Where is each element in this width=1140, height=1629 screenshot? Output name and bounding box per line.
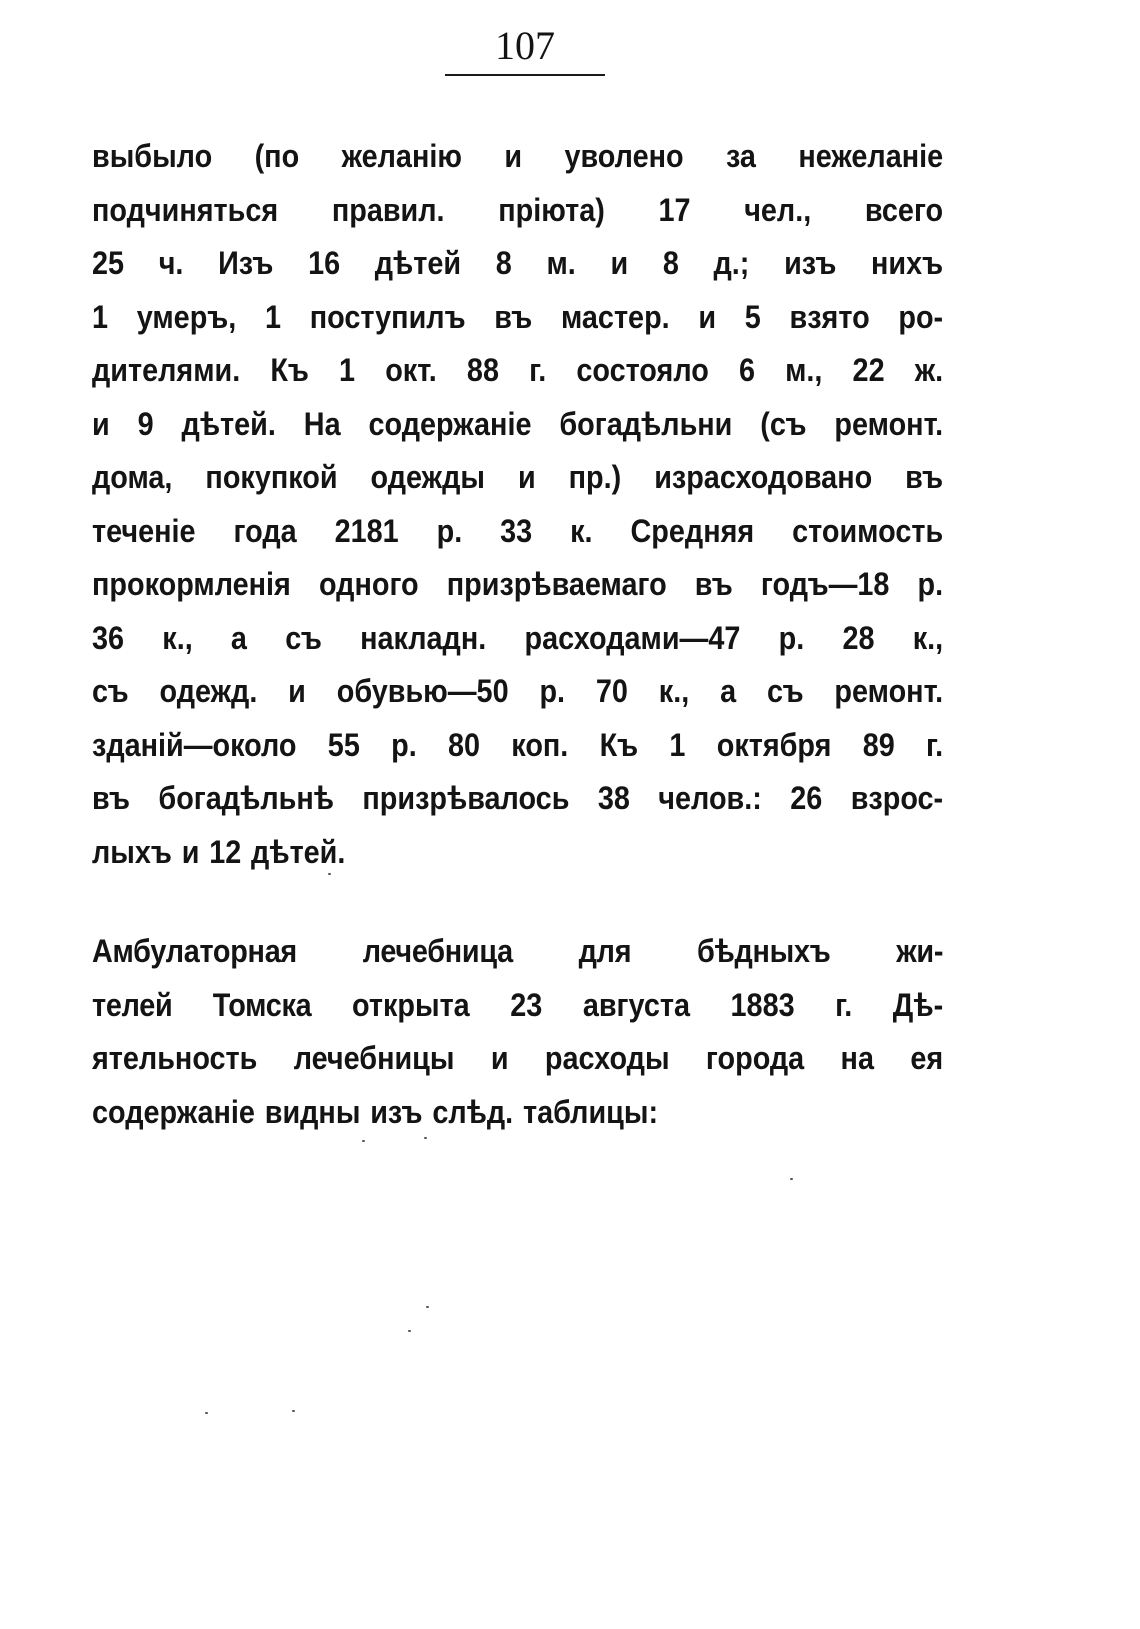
text-line: 36 к., а съ накладн. расходами—47 р. 28 к., xyxy=(92,619,944,656)
text-line xyxy=(92,979,943,1033)
text-line: 25 ч. Изъ 16 дѣтей 8 м. и 8 д.; изъ нихъ xyxy=(92,245,944,281)
text-line: лыхъ и 12 дѣтей. xyxy=(92,833,346,870)
text-line: содержаніе видны изъ слѣд. таблицы: xyxy=(92,1093,659,1130)
page-number: 107 xyxy=(495,23,555,68)
text-line: съ одежд. и обувью—50 р. 70 к., а съ ремонт. xyxy=(92,673,944,709)
text-line: зданій—около 55 р. 80 коп. Къ 1 октября 89 г. xyxy=(92,726,944,763)
header-rule xyxy=(445,74,605,76)
text-line: 1 умеръ, 1 поступилъ въ мастер. и 5 взято ро- xyxy=(92,298,944,335)
scan-speck xyxy=(292,1410,295,1412)
scan-speck xyxy=(328,873,331,875)
text-line: дома, покупкой одежды и пр.) израсходовано въ xyxy=(92,459,944,495)
text-line: ятельность лечебницы и расходы города на ея xyxy=(92,1040,944,1076)
text-line: выбыло (по желанію и уволено за нежеланіе xyxy=(92,138,944,174)
section-heading: Амбулаторная лечебница для бѣдныхъ жи- xyxy=(92,933,944,969)
paragraph-almshouse-report xyxy=(92,130,944,879)
text-line: прокормленія одного призрѣваемаго въ годъ—18 р. xyxy=(92,566,944,602)
paragraph-ambulatory-clinic xyxy=(92,925,944,1139)
scan-speck xyxy=(205,1412,208,1414)
text-line: дителями. Къ 1 окт. 88 г. состояло 6 м., 22 ж. xyxy=(92,352,944,388)
scan-speck xyxy=(362,1140,365,1142)
scan-speck xyxy=(426,1306,429,1308)
text-line: въ богадѣльнѣ призрѣвалось 38 челов.: 26 взрос- xyxy=(92,780,944,816)
text-line: и 9 дѣтей. На содержаніе богадѣльни (съ ремонт. xyxy=(92,405,944,442)
scan-speck xyxy=(424,1137,427,1139)
scan-speck xyxy=(408,1330,411,1332)
scan-speck xyxy=(790,1178,793,1180)
text-line: подчиняться правил. пріюта) 17 чел., всего xyxy=(92,191,944,228)
text-run: открыта 23 августа 1883 г. Дѣ- xyxy=(311,986,944,1023)
text-line: теченіе года 2181 р. 33 к. Средняя стоимость xyxy=(92,512,944,549)
section-heading-continued: телей Томска xyxy=(92,986,312,1023)
